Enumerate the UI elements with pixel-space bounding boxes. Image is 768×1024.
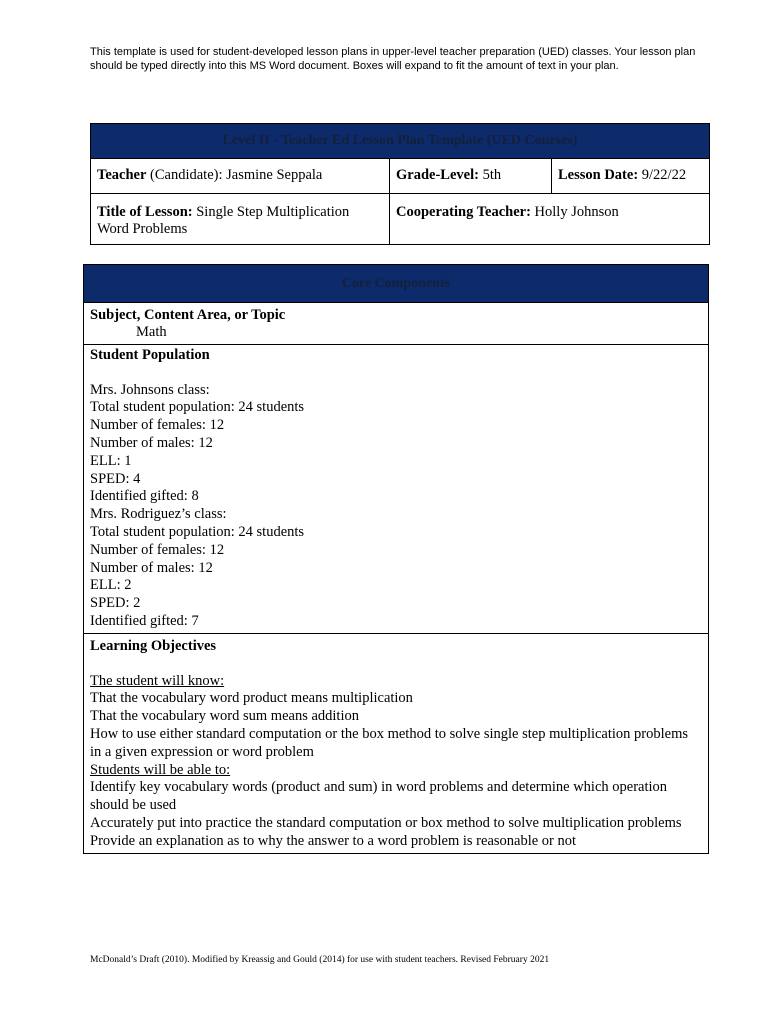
teacher-label: Teacher [97,167,147,183]
population-line: SPED: 4 [90,470,141,487]
coop-teacher-value: Holly Johnson [534,204,619,220]
population-line: Identified gifted: 8 [90,488,199,505]
population-line: Total student population: 24 students [90,523,305,540]
population-section [84,345,708,634]
know-list [90,690,702,761]
able-list [90,779,702,850]
know-item: That the vocabulary word sum means addition [90,708,359,725]
date-value: 9/22/22 [641,167,687,183]
header-row-1 [91,159,709,194]
population-line: SPED: 2 [90,595,141,612]
population-line: Number of males: 12 [90,434,213,451]
population-line: Number of males: 12 [90,559,213,576]
date-cell [551,159,709,193]
population-line: Number of females: 12 [90,541,225,558]
population-line: ELL: 2 [90,577,132,594]
subject-section [84,303,708,345]
teacher-cell [91,159,389,193]
grade-value: 5th [482,167,502,183]
population-line: Mrs. Johnsons class: [90,381,210,398]
lesson-title-value: Single Step Multiplication Word Problems [97,204,350,237]
header-table-title: Level II - Teacher Ed Lesson Plan Template (UED Courses) [91,124,709,159]
grade-label: Grade-Level: [396,167,479,183]
subject-value: Math [136,324,167,340]
lesson-title-label: Title of Lesson: [97,204,193,220]
able-item: Accurately put into practice the standard computation or box method to solve multiplication problems [90,814,682,831]
population-list [90,382,702,631]
population-line: Identified gifted: 7 [90,612,199,629]
intro-text: This template is used for student-developed lesson plans in upper-level teacher preparation (UED) classes. Your lesson plan should be typed directly into this MS Word document. Boxes will expand to fit the amount of text in your plan. [90,46,696,72]
header-row-2 [91,194,709,244]
able-item: Identify key vocabulary words (product and sum) in word problems and determine which operation should be used [90,779,668,814]
core-components-title: Core Components [84,265,708,303]
teacher-value: (Candidate): Jasmine Seppala [150,167,323,183]
objectives-heading: Learning Objectives [90,637,217,654]
population-line: ELL: 1 [90,452,132,469]
footer-citation: McDonald’s Draft (2010). Modified by Kreassig and Gould (2014) for use with student teachers. Revised February 2021 [90,955,550,965]
population-heading: Student Population [90,346,210,363]
population-line: Number of females: 12 [90,417,225,434]
subject-heading: Subject, Content Area, or Topic [90,307,286,323]
population-line: Mrs. Rodriguez’s class: [90,506,227,523]
population-line: Total student population: 24 students [90,399,305,416]
know-item: How to use either standard computation or the box method to solve single step multiplication problems in a given expression or word problem [90,725,689,760]
objectives-section [84,634,708,853]
lesson-header-table [90,123,710,245]
date-label: Lesson Date: [558,167,639,183]
lesson-title-cell [91,194,389,244]
know-label: The student will know: [90,672,225,689]
coop-teacher-cell [389,194,709,244]
grade-cell [389,159,551,193]
able-label: Students will be able to: [90,761,231,778]
coop-teacher-label: Cooperating Teacher: [396,204,531,220]
know-item: That the vocabulary word product means multiplication [90,690,413,707]
core-components-table [83,264,709,854]
able-item: Provide an explanation as to why the answer to a word problem is reasonable or not [90,832,577,849]
